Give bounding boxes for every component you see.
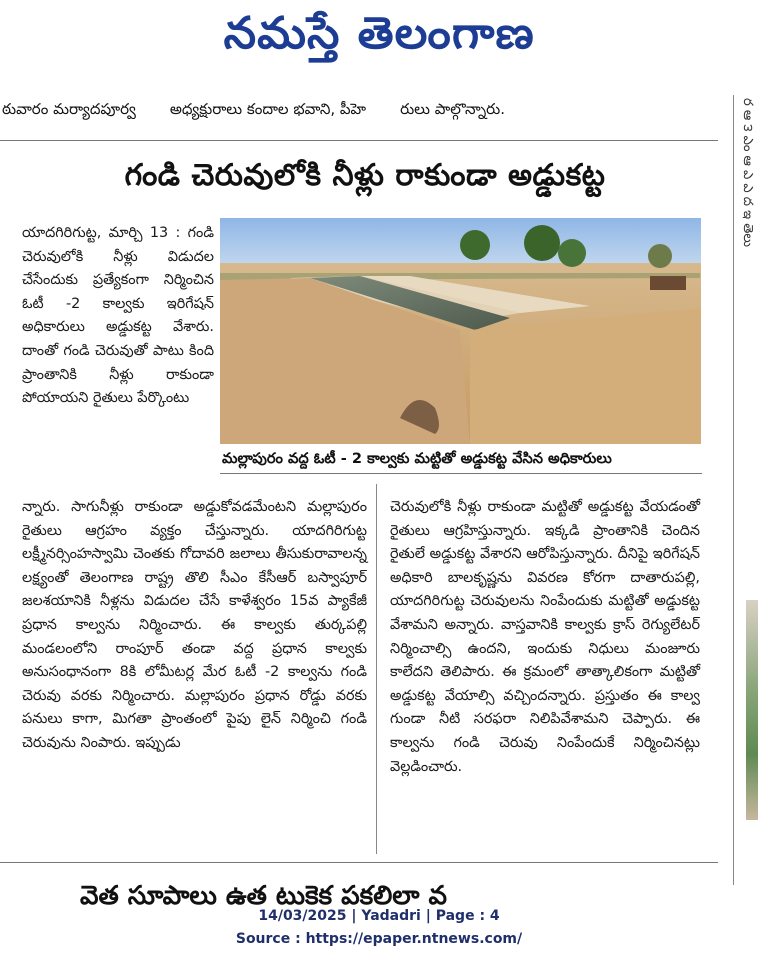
footer-source-line: Source : https://epaper.ntnews.com/: [235, 931, 523, 947]
page-footer: [0, 905, 758, 951]
prev-line-fragment-3: రులు పాల్గొన్నారు.: [400, 100, 505, 118]
column-divider-middle: [376, 484, 377, 854]
article-photo: [220, 218, 701, 444]
article-column-3: చెరువులోకి నీళ్లు రాకుండా మట్టితో అడ్డుకట్ట వేయడంతో రైతులు ఆగ్రహిస్తున్నారు. ఇక్కడి ప్రాంతానికి చెందిన రైతులే అడ్డుకట్ట వేశారని ఆరోపిస్తున్నారు. దీనిపై ఇరిగేషన్ అధికారి బాలకృష్ణను వివరణ కోరగా దాతారుపల్లి, యాదగిరిగుట్ట చెరువులను నింపేందుకు మట్టితో అడ్డుకట్ట వేశామని అన్నారు. వాస్తవానికి కాల్వకు క్రాస్ రెగ్యులేటర్ నిర్మించాల్సి ఉందని, ఇందుకు నిధులు మంజూరు కాలేదని తెలిపారు. ఈ క్రమంలో తాత్కాలికంగా మట్టితో అడ్డుకట్ట వేయాల్సి వచ్చిందన్నారు. ప్రస్తుతం ఈ కాల్వ గుండా నీటి సరఫరా నిలిపివేశామని చెప్పారు. ఈ కాల్వను గండి చెరువు నింపేందుకే నిర్మించినట్లు వెల్లడించారు.: [390, 499, 700, 775]
photo-caption: మల్లాపురం వద్ద ఓటీ - 2 కాల్వకు మట్టితో అడ్డుకట్ట వేసిన అధికారులు: [222, 450, 612, 467]
column-divider-right: [733, 95, 734, 885]
adjacent-photo-fragment: [746, 600, 758, 820]
prev-line-fragment-1: ఠువారం మర్యాదపూర్వ: [2, 100, 136, 118]
prev-line-fragment-2: అధ్యక్షురాలు కందాల భవాని, పీహె: [169, 100, 367, 118]
top-divider: [0, 140, 718, 141]
adjacent-article-fragment: ర ఆ ౩ ఎం ఆ ఎ ఎ ద ఇ తెలు: [740, 98, 755, 248]
masthead: [0, 0, 758, 80]
caption-divider: [220, 473, 702, 474]
article-column-1: యాదగిరిగుట్ట, మార్చి 13 : గండి చెరువులోకి నీళ్లు విడుదల చేసేందుకు ప్రత్యేకంగా నిర్మించిన ఓటీ -2 కాల్వకు ఇరిగేషన్ అధికారులు అడ్డుకట్ట వేశారు. దాంతో గండి చెరువుతో పాటు కింది ప్రాంతానికి నీళ్లు రాకుండా పోయాయని రైతులు పేర్కొంటు: [22, 225, 214, 407]
article-headline: గండి చెరువులోకి నీళ్లు రాకుండా అడ్డుకట్ట: [124, 158, 606, 193]
previous-article-line: [0, 100, 612, 130]
newspaper-logo: నమస్తే తెలంగాణ: [223, 8, 535, 59]
canal-photo-image: [220, 218, 701, 444]
bottom-divider: [0, 862, 718, 863]
footer-date-line: 14/03/2025 | Yadadri | Page : 4: [258, 908, 500, 924]
next-article-headline-partial: వెత సూపాలు ఉత టుకెక పకలిలా వ: [80, 881, 448, 911]
article-column-2: న్నారు. సాగునీళ్లు రాకుండా అడ్డుకోవడమేంటని మల్లాపురం రైతులు ఆగ్రహం వ్యక్తం చేస్తున్నారు. యాదగిరిగుట్ట లక్ష్మీనర్సింహస్వామి చెంతకు గోదావరి జలాలు తీసుకురావాలన్న లక్ష్యంతో తెలంగాణ రాష్ట్ర తొలి సీఎం కేసీఆర్ బస్వాపూర్ జలశయానికి నీళ్లను విడుదల చేసే కాళేశ్వరం 15వ ప్యాకేజీ ప్రధాన కాల్వను నిర్మించారు. ఈ కాల్వకు తుర్కపల్లి మండలంలోని రాంపూర్ తండా వద్ద ప్రధాన కాల్వకు అనుసంధానంగా 8కి లోమీటర్ల మేర ఓటీ -2 కాల్వను గండి చెరువు వరకు నిర్మించారు. మల్లాపురం ప్రధాన రోడ్డు వరకు పనులు కాగా, మిగతా ప్రాంతంలో పైపు లైన్ నిర్మించి గండి చెరువును నింపారు. ఇప్పుడు: [22, 499, 367, 751]
